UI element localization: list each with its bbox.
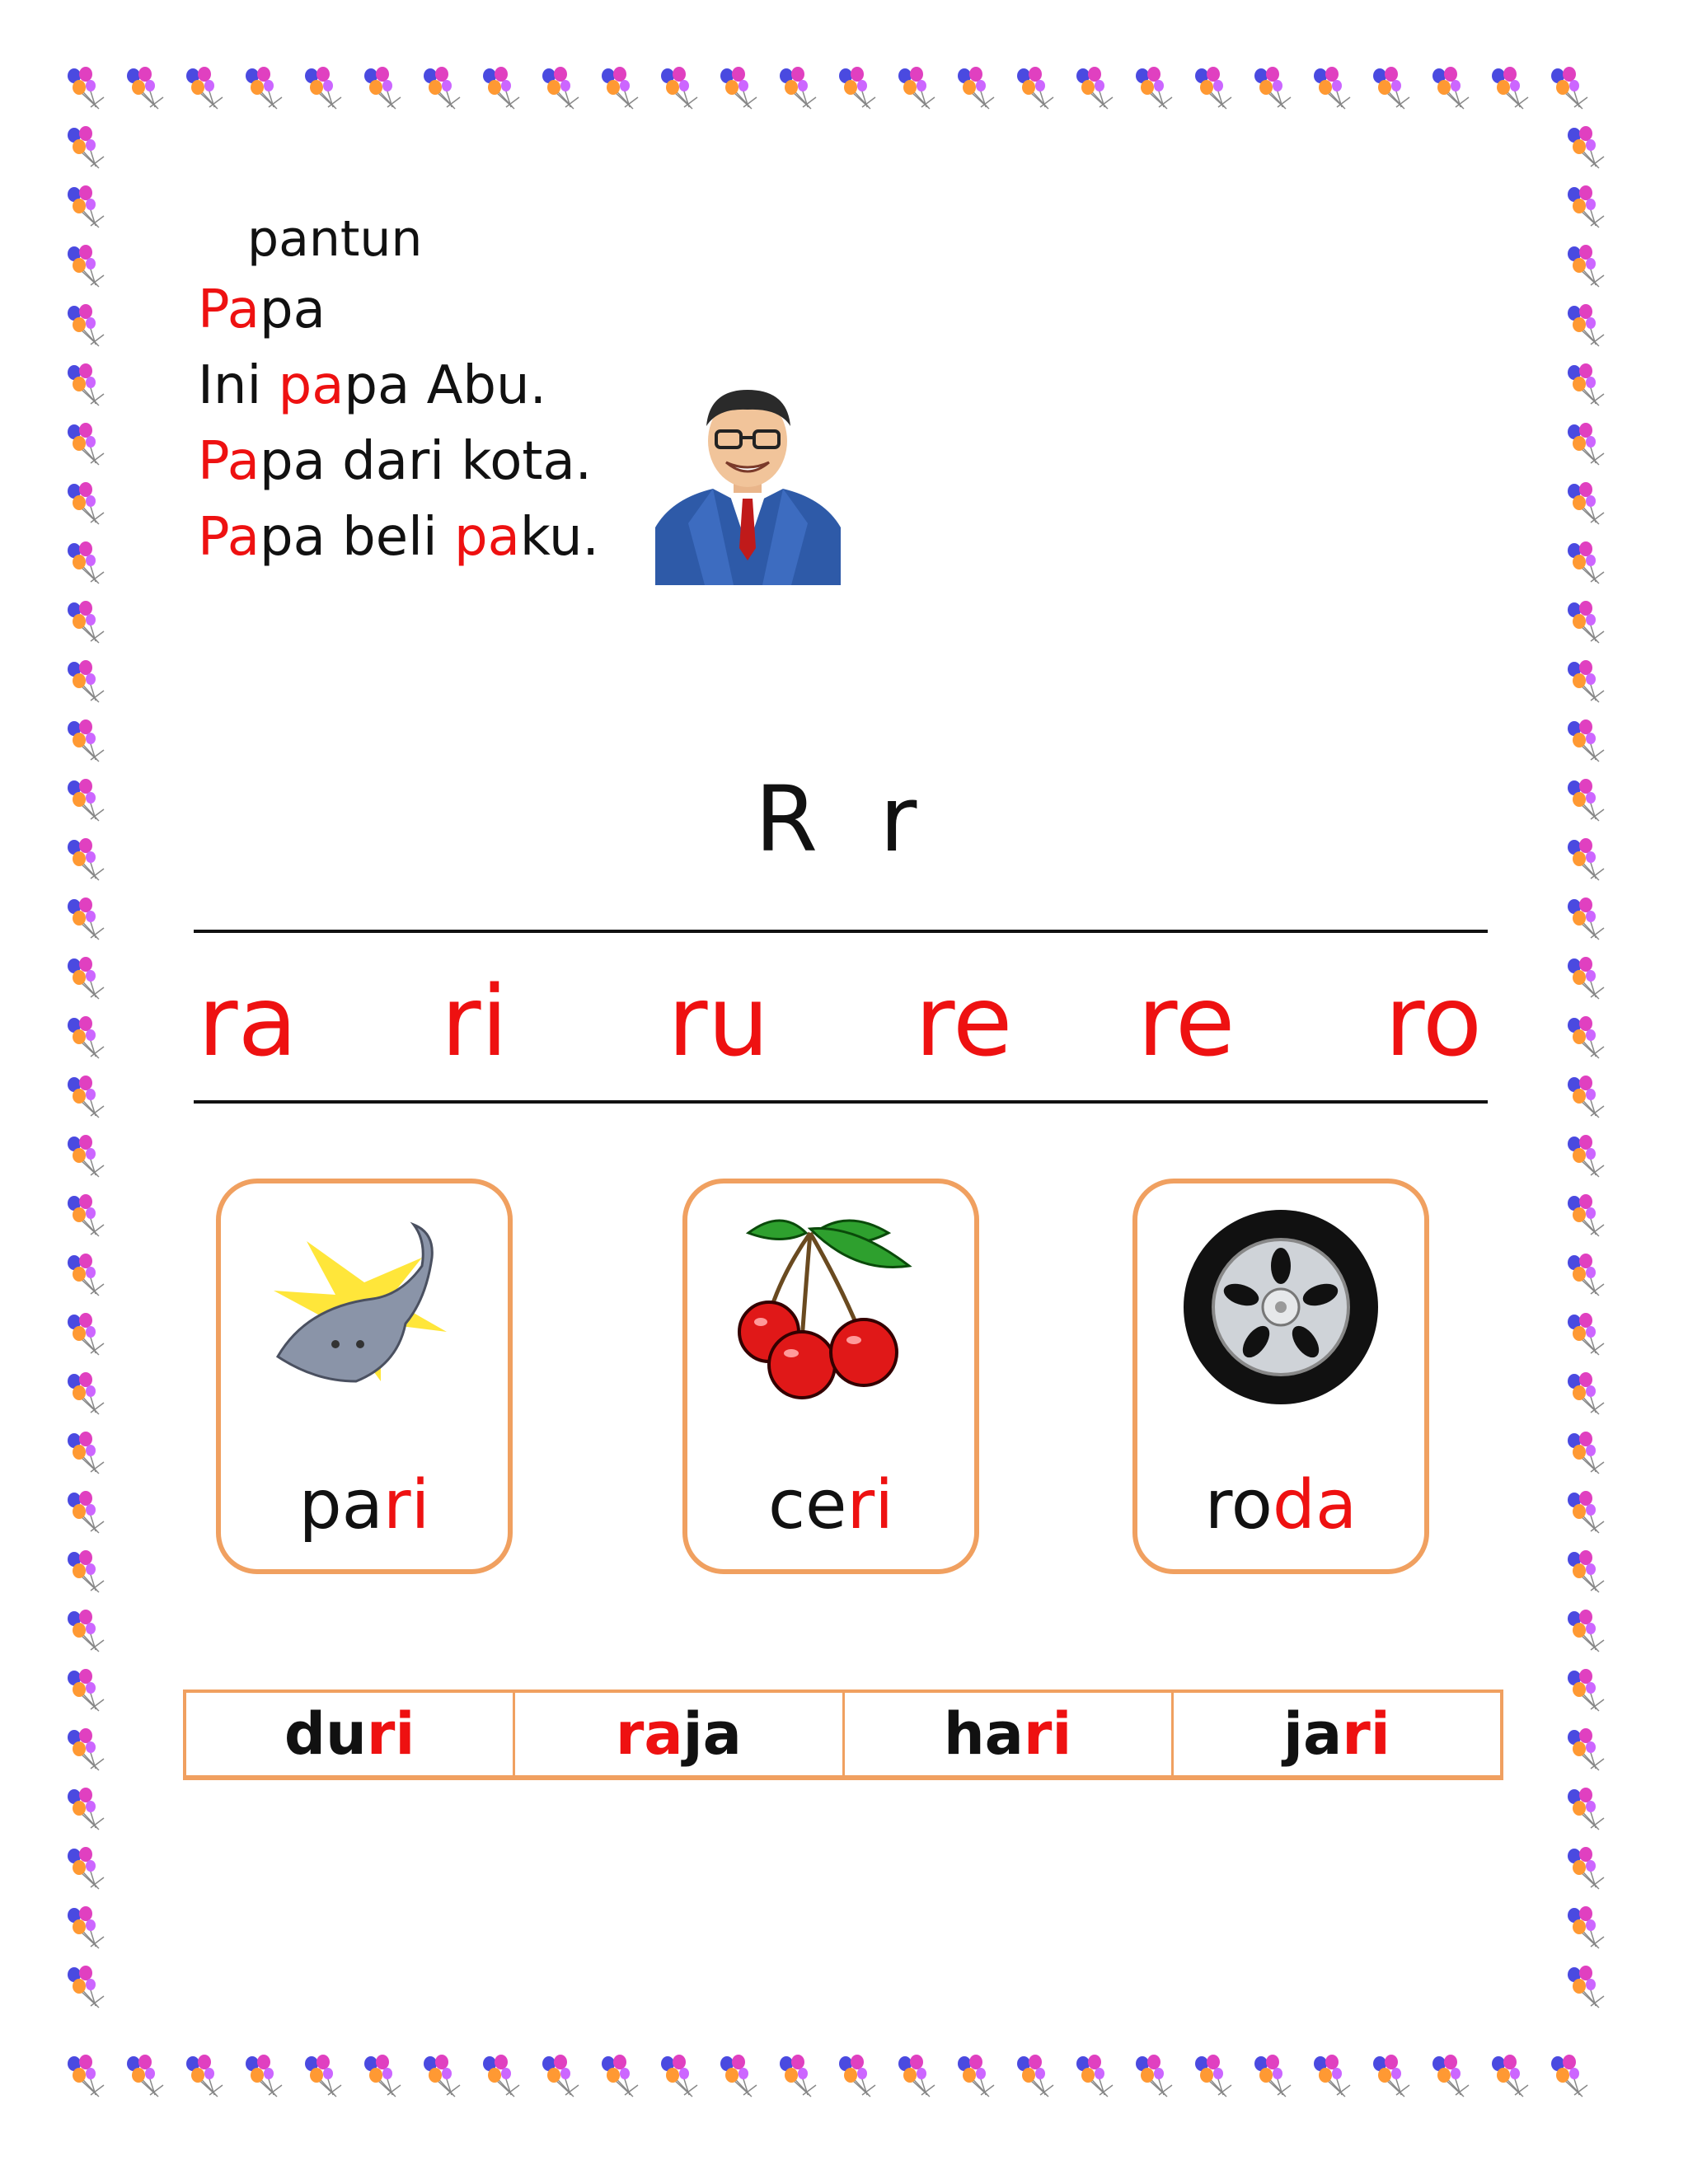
balloon-icon	[1432, 2055, 1469, 2097]
poem-line	[198, 272, 599, 348]
balloon-icon	[898, 2055, 935, 2097]
balloon-icon	[68, 1372, 104, 1414]
balloon-icon	[1568, 1788, 1604, 1830]
text-segment: du	[284, 1700, 367, 1768]
text-segment: pa Abu.	[344, 355, 546, 416]
syllable: re	[1137, 964, 1236, 1078]
balloon-icon	[1254, 2055, 1291, 2097]
balloon-icon	[68, 660, 104, 702]
balloon-icon	[364, 67, 401, 109]
balloon-icon	[68, 1491, 104, 1533]
balloon-icon	[68, 957, 104, 999]
syllable: ru	[668, 964, 770, 1078]
balloon-icon	[1568, 1491, 1604, 1533]
balloon-icon	[1568, 245, 1604, 287]
balloon-icon	[68, 482, 104, 524]
balloon-icon	[839, 67, 875, 109]
balloon-icon	[305, 2055, 341, 2097]
syllable: ra	[198, 964, 298, 1078]
balloon-icon	[483, 67, 519, 109]
balloon-icon	[958, 67, 994, 109]
text-segment: pa	[298, 1466, 383, 1544]
text-segment: pa	[259, 279, 326, 340]
balloon-icon	[68, 1016, 104, 1058]
poem	[198, 206, 599, 575]
balloon-icon	[1568, 1135, 1604, 1177]
balloon-icon	[68, 1135, 104, 1177]
balloon-icon	[68, 541, 104, 583]
balloon-icon	[1568, 423, 1604, 465]
bottom-rule	[194, 1100, 1488, 1104]
balloon-icon	[1568, 1728, 1604, 1770]
balloon-icon	[68, 1076, 104, 1118]
balloon-icon	[1551, 2055, 1587, 2097]
balloon-icon	[720, 67, 757, 109]
word-cell	[186, 1693, 515, 1775]
balloon-icon	[68, 1550, 104, 1592]
text-segment: ha	[943, 1700, 1024, 1768]
balloon-icon	[127, 2055, 163, 2097]
poem-line	[198, 348, 599, 424]
balloon-icon	[1254, 67, 1291, 109]
syllable: re	[915, 964, 1013, 1078]
letter-title: R r	[754, 766, 934, 872]
balloon-icon	[68, 898, 104, 940]
balloon-icon	[1568, 1847, 1604, 1889]
text-segment: Ini	[198, 355, 279, 416]
balloon-icon	[1551, 67, 1587, 109]
text-segment: ri	[382, 1466, 430, 1544]
balloon-icon	[1568, 601, 1604, 643]
balloon-icon	[68, 1313, 104, 1355]
balloon-icon	[68, 126, 104, 168]
balloon-icon	[1076, 67, 1113, 109]
card-word	[221, 1466, 508, 1544]
text-segment: ro	[1204, 1466, 1273, 1544]
balloon-icon	[1432, 67, 1469, 109]
balloon-icon	[68, 1669, 104, 1711]
word-cell	[1174, 1693, 1500, 1775]
poem-heading: pantun	[247, 210, 423, 268]
balloon-icon	[542, 67, 579, 109]
balloon-icon	[68, 601, 104, 643]
balloon-icon	[1568, 482, 1604, 524]
balloon-icon	[1314, 2055, 1350, 2097]
balloon-icon	[1568, 1610, 1604, 1652]
text-segment: Pa	[198, 431, 260, 492]
balloon-icon	[68, 1966, 104, 2008]
balloon-icon	[602, 67, 638, 109]
balloon-icon	[424, 67, 460, 109]
balloon-icon	[1568, 1906, 1604, 1948]
balloon-icon	[1195, 2055, 1231, 2097]
text-segment: ku.	[519, 507, 599, 568]
balloon-icon	[68, 1728, 104, 1770]
text-segment: ri	[1023, 1700, 1072, 1768]
balloon-icon	[68, 1194, 104, 1236]
balloon-icon	[483, 2055, 519, 2097]
word-cell	[515, 1693, 844, 1775]
text-segment: ra	[615, 1700, 683, 1768]
balloon-icon	[1568, 660, 1604, 702]
balloon-icon	[68, 245, 104, 287]
balloon-icon	[68, 1906, 104, 1948]
balloon-icon	[1568, 126, 1604, 168]
balloon-icon	[1568, 719, 1604, 762]
businessman-icon	[655, 383, 841, 585]
balloon-icon	[68, 1847, 104, 1889]
text-segment: ri	[1342, 1700, 1390, 1768]
balloon-icon	[68, 304, 104, 346]
balloon-icon	[1568, 1313, 1604, 1355]
balloon-icon	[1568, 1966, 1604, 2008]
balloon-icon	[780, 67, 816, 109]
text-segment: Pa	[198, 507, 260, 568]
balloon-icon	[1492, 2055, 1528, 2097]
balloon-icon	[1568, 363, 1604, 405]
balloon-icon	[68, 1610, 104, 1652]
balloon-icon	[1568, 1432, 1604, 1474]
balloon-icon	[127, 67, 163, 109]
balloon-icon	[542, 2055, 579, 2097]
poem-line	[198, 499, 599, 575]
balloon-icon	[1568, 1016, 1604, 1058]
text-segment: pa	[454, 507, 520, 568]
poem-line	[198, 424, 599, 499]
word-card	[1132, 1179, 1429, 1574]
card-word	[1137, 1466, 1424, 1544]
wheel-icon	[1174, 1208, 1388, 1406]
balloon-icon	[364, 2055, 401, 2097]
balloon-icon	[1568, 185, 1604, 227]
balloon-icon	[68, 1254, 104, 1296]
text-segment: ja	[682, 1700, 742, 1768]
balloon-icon	[1492, 67, 1528, 109]
balloon-icon	[1568, 541, 1604, 583]
balloon-icon	[246, 67, 282, 109]
balloon-icon	[839, 2055, 875, 2097]
balloon-icon	[1568, 304, 1604, 346]
balloon-icon	[1017, 67, 1053, 109]
balloon-icon	[1373, 2055, 1409, 2097]
text-segment: pa	[278, 355, 345, 416]
stingray-icon	[257, 1208, 471, 1406]
text-segment: Pa	[198, 279, 260, 340]
balloon-icon	[68, 2055, 104, 2097]
balloon-icon	[602, 2055, 638, 2097]
syllable: ro	[1385, 964, 1483, 1078]
balloon-icon	[1136, 67, 1172, 109]
balloon-icon	[1568, 1254, 1604, 1296]
balloon-icon	[305, 67, 341, 109]
top-rule	[194, 930, 1488, 933]
balloon-icon	[661, 67, 697, 109]
balloon-icon	[661, 2055, 697, 2097]
word-cell	[845, 1693, 1174, 1775]
balloon-icon	[780, 2055, 816, 2097]
cherry-icon	[724, 1208, 938, 1406]
balloon-icon	[1195, 67, 1231, 109]
balloon-icon	[68, 185, 104, 227]
balloon-icon	[424, 2055, 460, 2097]
balloon-icon	[1017, 2055, 1053, 2097]
balloon-icon	[186, 67, 223, 109]
balloon-icon	[68, 363, 104, 405]
balloon-icon	[1373, 67, 1409, 109]
balloon-icon	[1568, 957, 1604, 999]
balloon-icon	[68, 1432, 104, 1474]
text-segment: ja	[1283, 1700, 1343, 1768]
balloon-icon	[1568, 1076, 1604, 1118]
text-segment: ce	[767, 1466, 847, 1544]
balloon-icon	[68, 1788, 104, 1830]
balloon-icon	[720, 2055, 757, 2097]
card-word	[687, 1466, 974, 1544]
balloon-icon	[1568, 1372, 1604, 1414]
syllable-row	[194, 964, 1488, 1088]
text-segment: ri	[846, 1466, 894, 1544]
balloon-icon	[958, 2055, 994, 2097]
syllable: ri	[441, 964, 509, 1078]
balloon-icon	[1568, 898, 1604, 940]
balloon-icon	[1136, 2055, 1172, 2097]
balloon-icon	[68, 719, 104, 762]
balloon-icon	[1568, 1550, 1604, 1592]
text-segment: pa beli	[259, 507, 455, 568]
word-card	[216, 1179, 513, 1574]
balloon-icon	[1568, 1194, 1604, 1236]
text-segment: ri	[366, 1700, 415, 1768]
balloon-icon	[1076, 2055, 1113, 2097]
word-card	[682, 1179, 979, 1574]
balloon-icon	[186, 2055, 223, 2097]
text-segment: da	[1272, 1466, 1357, 1544]
balloon-icon	[68, 423, 104, 465]
word-table	[183, 1690, 1503, 1780]
balloon-icon	[246, 2055, 282, 2097]
text-segment: pa dari kota.	[259, 431, 592, 492]
balloon-icon	[1314, 67, 1350, 109]
balloon-icon	[898, 67, 935, 109]
balloon-icon	[68, 67, 104, 109]
balloon-icon	[1568, 1669, 1604, 1711]
